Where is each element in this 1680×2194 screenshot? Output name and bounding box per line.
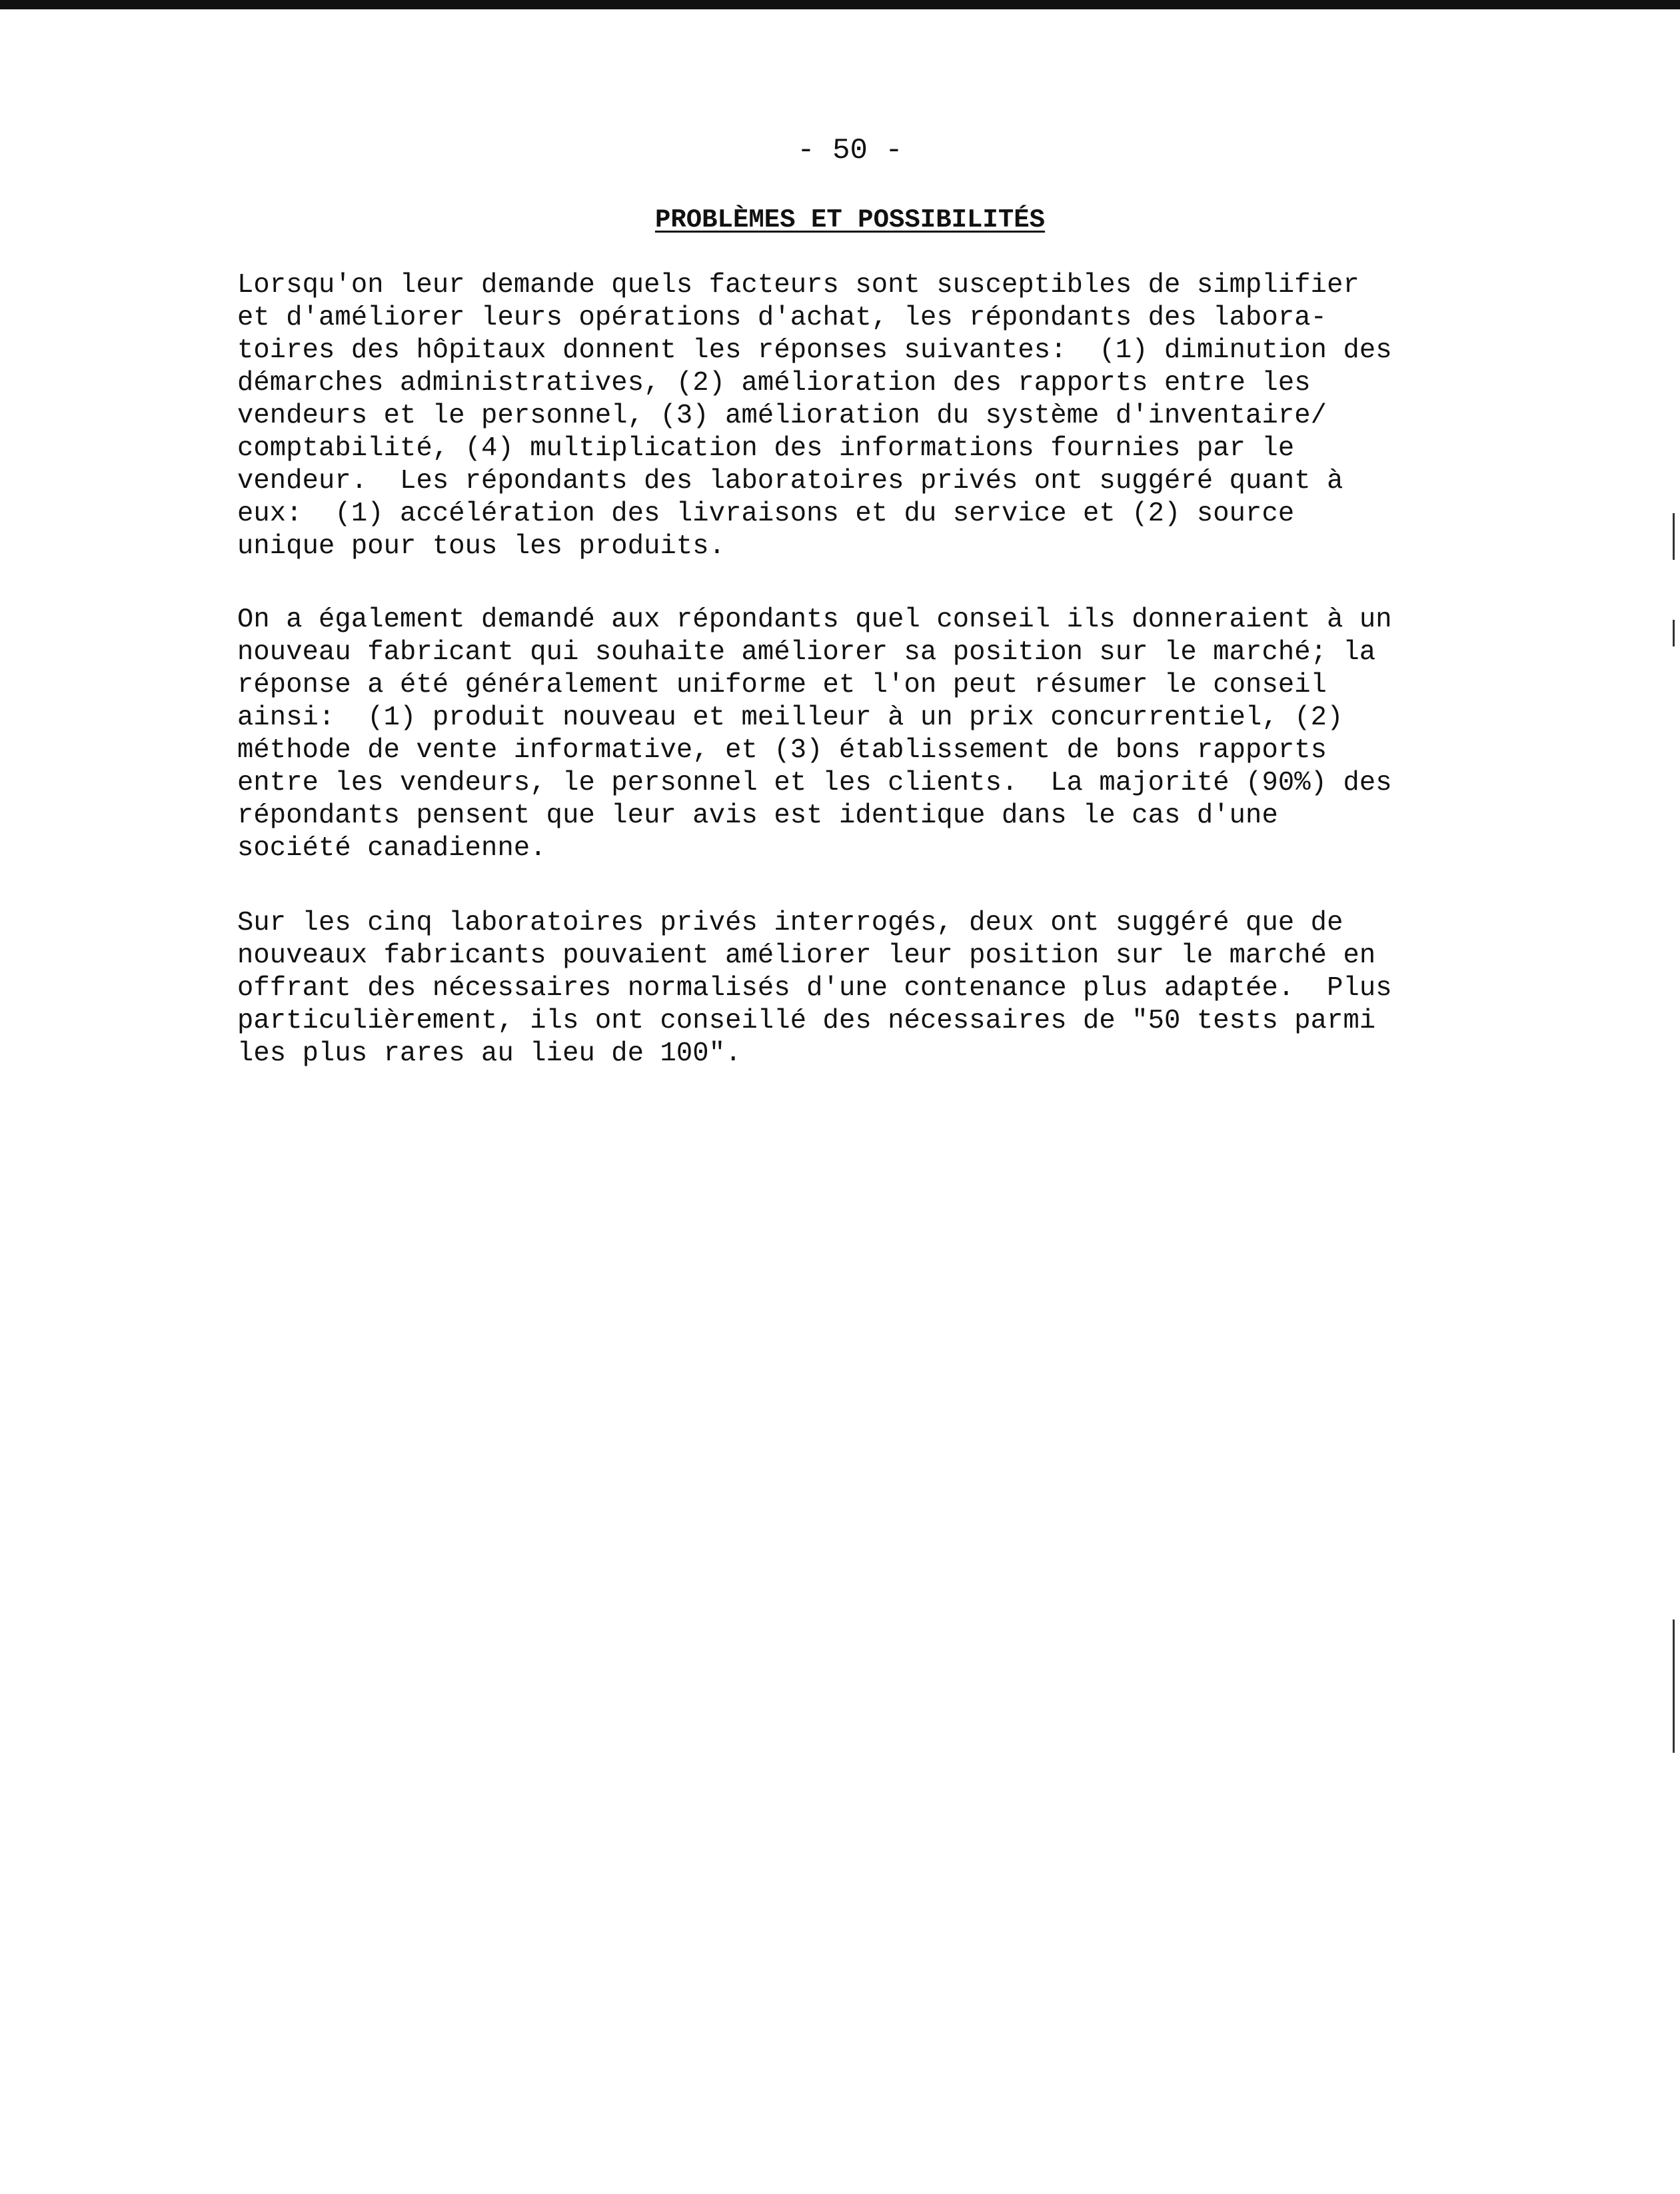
paragraph-line: ainsi: (1) produit nouveau et meilleur à un prix concurrentiel, (2) (237, 702, 1343, 733)
paragraph-line: entre les vendeurs, le personnel et les clients. La majorité (90%) des (237, 768, 1392, 798)
page-top-border (0, 0, 1680, 9)
section-title-text: PROBLÈMES ET POSSIBILITÉS (654, 205, 1046, 235)
paragraph-line: nouveau fabricant qui souhaite améliorer sa position sur le marché; la (237, 637, 1376, 668)
paragraph-line: particulièrement, ils ont conseillé des nécessaires de "50 tests parmi (237, 1006, 1376, 1036)
paragraph-line: toires des hôpitaux donnent les réponses suivantes: (1) diminution des (237, 335, 1392, 366)
paragraph-line: Sur les cinq laboratoires privés interrogés, deux ont suggéré que de (237, 908, 1343, 938)
paragraph-line: démarches administratives, (2) amélioration des rapports entre les (237, 368, 1311, 399)
paragraph-line: On a également demandé aux répondants quel conseil ils donneraient à un (237, 604, 1392, 635)
paragraph-line: vendeur. Les répondants des laboratoires privés ont suggéré quant à (237, 466, 1343, 497)
page-number: - 50 - (797, 134, 903, 167)
paragraph-line: comptabilité, (4) multiplication des informations fournies par le (237, 433, 1295, 464)
paragraph-line: Lorsqu'on leur demande quels facteurs sont susceptibles de simplifier (237, 270, 1359, 301)
section-title (0, 200, 1680, 240)
paragraph-line: eux: (1) accélération des livraisons et du service et (2) source (237, 499, 1295, 529)
paragraph-line: unique pour tous les produits. (237, 531, 726, 562)
scan-margin-mark (1673, 620, 1675, 646)
paragraph-line: offrant des nécessaires normalisés d'une contenance plus adaptée. Plus (237, 973, 1392, 1004)
paragraph-purchasing-factors (237, 269, 1503, 563)
paragraph-line: nouveaux fabricants pouvaient améliorer leur position sur le marché en (237, 940, 1376, 971)
paragraph-private-laboratories (237, 907, 1503, 1070)
paragraph-line: les plus rares au lieu de 100". (237, 1038, 742, 1069)
paragraph-line: société canadienne. (237, 833, 546, 864)
paragraph-advice-new-manufacturer (237, 604, 1503, 865)
paragraph-line: réponse a été généralement uniforme et l'on peut résumer le conseil (237, 670, 1327, 700)
paragraph-line: répondants pensent que leur avis est identique dans le cas d'une (237, 800, 1278, 831)
scan-margin-mark (1673, 1620, 1675, 1753)
scan-margin-mark (1673, 513, 1675, 560)
paragraph-line: et d'améliorer leurs opérations d'achat, les répondants des labora- (237, 303, 1327, 333)
paragraph-line: vendeurs et le personnel, (3) amélioration du système d'inventaire/ (237, 401, 1327, 431)
paragraph-line: méthode de vente informative, et (3) établissement de bons rapports (237, 735, 1327, 766)
